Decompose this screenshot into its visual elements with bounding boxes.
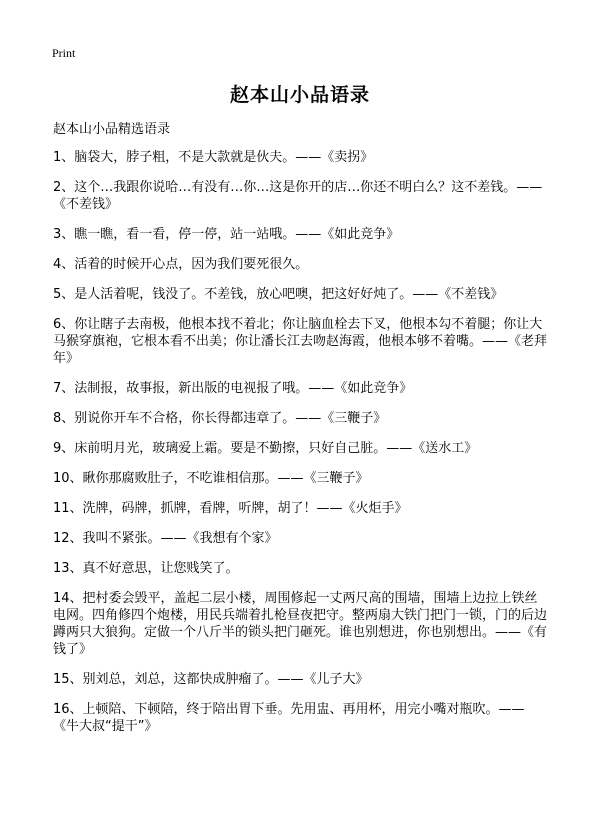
quote-item: 4、活着的时候开心点，因为我们要死很久。: [53, 257, 309, 272]
page-title: 赵本山小品语录: [229, 84, 370, 106]
quote-item: 12、我叫不紧张。——《我想有个家》: [53, 531, 278, 546]
quote-item: 13、真不好意思，让您贱笑了。: [53, 561, 239, 576]
quote-item: 7、法制报，故事报，新出版的电视报了哦。——《如此竞争》: [53, 381, 413, 396]
quote-item: 16、上顿陪、下顿陪，终于陪出胃下垂。先用盅、再用杯，用完小嘴对瓶吹。——《牛大叔“提干”》: [53, 702, 525, 734]
quote-item: 6、你让瞎子去南极，他根本找不着北；你让脑血栓去下叉，他根本勾不着腿；你让大马猴穿旗袍，它根本看不出美；你让潘长江去吻赵海霞，他根本够不着嘴。——《老拜年》: [53, 317, 548, 366]
quote-item: 5、是人活着呢，钱没了。不差钱，放心吧噢，把这好好炖了。——《不差钱》: [53, 287, 504, 302]
quote-item: 3、瞧一瞧，看一看，停一停，站一站哦。——《如此竞争》: [53, 227, 400, 242]
quote-item: 11、洗牌，码牌，抓牌，看牌，听牌，胡了！——《火炬手》: [53, 501, 408, 516]
subtitle: 赵本山小品精选语录: [53, 122, 171, 137]
print-link[interactable]: Print: [52, 46, 76, 60]
quote-list: [53, 149, 550, 748]
quote-item: 1、脑袋大，脖子粗，不是大款就是伙夫。——《卖拐》: [53, 150, 374, 165]
quote-item: 10、瞅你那腐败肚子，不吃谁相信那。——《三鞭子》: [53, 471, 369, 486]
quote-item: 9、床前明月光，玻璃爱上霜。要是不勤擦，只好自己脏。——《送水工》: [53, 441, 478, 456]
quote-item: 15、别刘总，刘总，这都快成肿瘤了。——《儿子大》: [53, 672, 369, 687]
quote-item: 14、把村委会毁平，盖起二层小楼，周围修起一丈两尺高的围墙，围墙上边拉上铁丝电网。四角修四个炮楼，用民兵端着扎枪昼夜把守。整两扇大铁门把门一锁，门的后边蹲两只大狼狗。定做一个八斤半的锁头把门砸死。谁也别想进，你也别想出。——《有钱了》: [53, 591, 548, 657]
quote-item: 8、别说你开车不合格，你长得都违章了。——《三鞭子》: [53, 411, 387, 426]
quote-item: 2、这个…我跟你说哈…有没有…你…这是你开的店…你还不明白么？这不差钱。——《不差钱》: [53, 180, 543, 212]
